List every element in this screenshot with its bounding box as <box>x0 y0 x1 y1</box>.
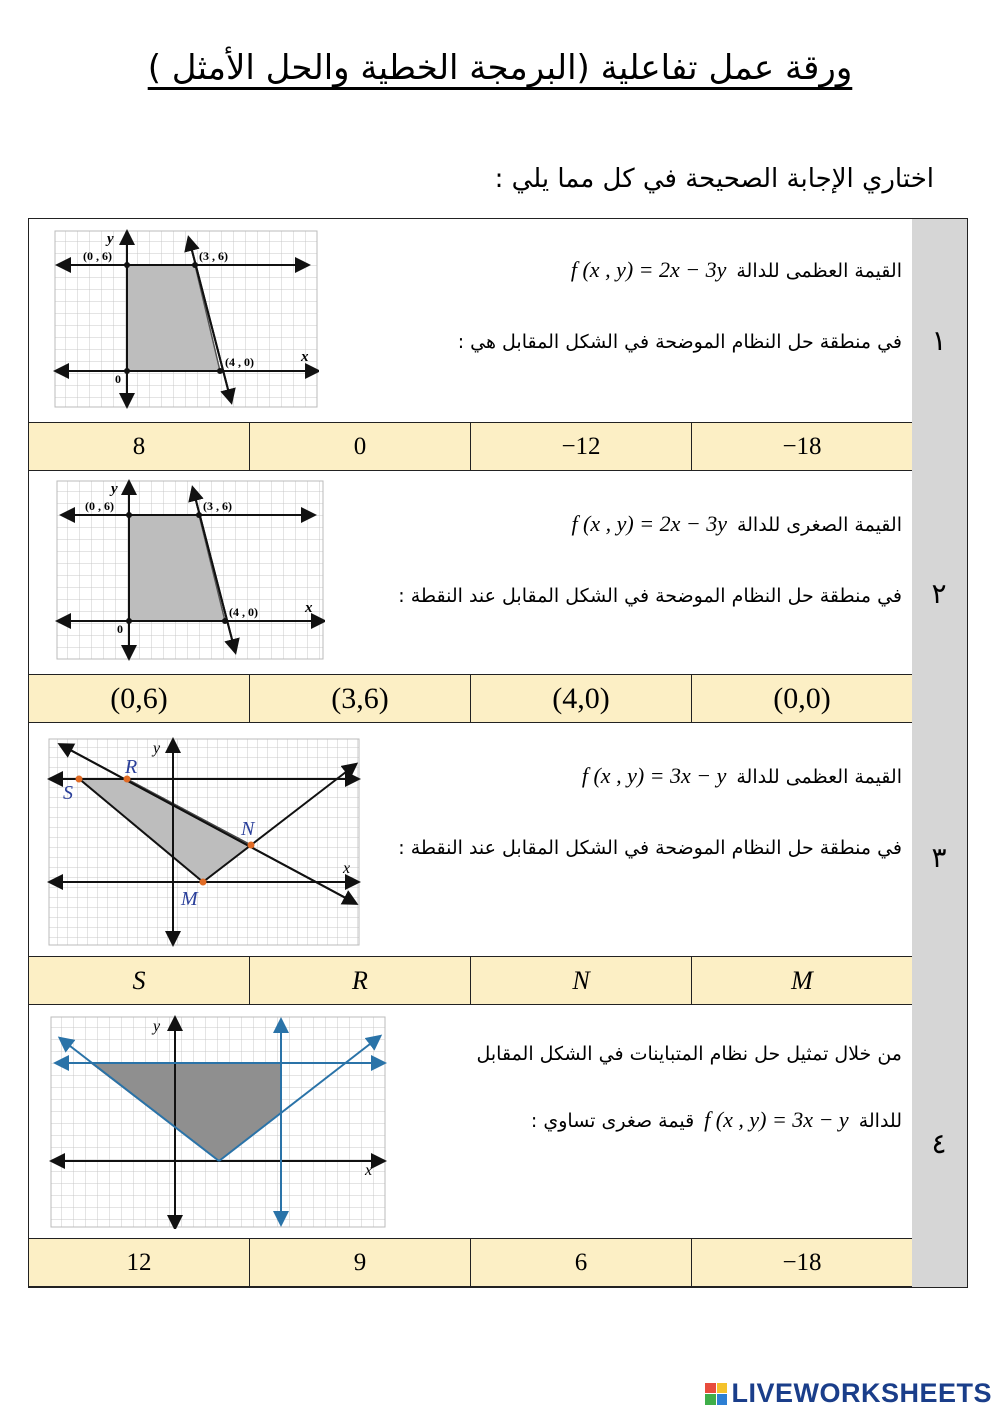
answer-row-3 <box>29 957 912 1005</box>
label-point-3-6: (3 , 6) <box>203 499 232 513</box>
question-3 <box>29 723 912 957</box>
graph-2 <box>55 479 325 661</box>
function-formula: f (x , y) = 3x − y <box>704 1107 849 1132</box>
label-origin: 0 <box>117 622 123 636</box>
answer-option[interactable]: −12 <box>471 423 692 470</box>
label-x-axis: x <box>365 1162 373 1179</box>
question-1-text: القيمة العظمى للدالة <box>736 260 902 282</box>
question-2-text: القيمة الصغرى للدالة <box>736 514 902 536</box>
label-x-axis: x <box>301 349 309 365</box>
answer-option[interactable]: 0 <box>250 423 471 470</box>
answer-option[interactable]: S <box>29 957 250 1004</box>
answer-option[interactable]: (0,6) <box>29 675 250 722</box>
answer-option[interactable]: 8 <box>29 423 250 470</box>
question-number-2: ٢ <box>931 577 947 610</box>
liveworksheets-logo <box>705 1378 992 1409</box>
question-2 <box>29 471 912 675</box>
question-4 <box>29 1005 912 1239</box>
answer-option[interactable]: 6 <box>471 1239 692 1286</box>
answer-row-1 <box>29 423 912 471</box>
question-number-4: ٤ <box>931 1127 947 1160</box>
answer-option[interactable]: M <box>791 965 813 995</box>
question-4-text-post: قيمة صغرى تساوي : <box>530 1110 695 1132</box>
label-origin: 0 <box>115 372 121 386</box>
liveworksheets-icon <box>705 1383 727 1405</box>
answer-option[interactable]: (3,6) <box>250 675 471 722</box>
answer-option[interactable]: (0,0) <box>773 681 831 715</box>
graph-3 <box>47 737 361 947</box>
graph-1 <box>53 229 319 409</box>
worksheet-title: ورقة عمل تفاعلية (البرمجة الخطية والحل الأمثل ) <box>147 48 853 88</box>
label-point-M: M <box>181 888 198 910</box>
label-point-S: S <box>63 782 73 804</box>
answer-option[interactable]: 9 <box>250 1239 471 1286</box>
label-x-axis: x <box>305 600 313 616</box>
question-4-line2 <box>531 1107 902 1133</box>
function-formula: f (x , y) = 2x − 3y <box>570 257 727 282</box>
question-2-line2: في منطقة حل النظام الموضحة في الشكل المقابل عند النقطة : <box>398 585 902 607</box>
label-y-axis: y <box>107 231 114 247</box>
question-number-3: ٣ <box>931 841 947 874</box>
question-4-text-pre: للدالة <box>858 1110 902 1132</box>
function-formula: f (x , y) = 2x − 3y <box>571 511 727 536</box>
function-formula: f (x , y) = 3x − y <box>581 763 727 788</box>
label-y-axis: y <box>153 740 161 757</box>
question-1-line1 <box>561 257 902 283</box>
answer-row-2 <box>29 675 912 723</box>
brand-text: LIVEWORKSHEETS <box>731 1378 992 1408</box>
answer-option[interactable]: −18 <box>782 1248 822 1276</box>
label-point-0-6: (0 , 6) <box>85 499 114 513</box>
label-point-0-6: (0 , 6) <box>83 249 112 263</box>
question-1-line2: في منطقة حل النظام الموضحة في الشكل المقابل هي : <box>457 331 902 353</box>
instruction-text: اختاري الإجابة الصحيحة في كل مما يلي : <box>494 164 934 194</box>
question-3-line2: في منطقة حل النظام الموضحة في الشكل المقابل عند النقطة : <box>398 837 902 859</box>
label-point-4-0: (4 , 0) <box>229 605 258 619</box>
answer-option[interactable]: N <box>471 957 692 1004</box>
answer-row-4 <box>29 1239 912 1287</box>
graph-4 <box>49 1015 387 1229</box>
label-point-R: R <box>125 756 138 778</box>
question-1 <box>29 219 912 423</box>
label-x-axis: x <box>343 860 351 877</box>
answer-option[interactable]: R <box>250 957 471 1004</box>
label-y-axis: y <box>153 1018 161 1035</box>
label-y-axis: y <box>111 481 118 497</box>
question-2-line1 <box>561 511 902 537</box>
question-4-line1: من خلال تمثيل حل نظام المتباينات في الشكل المقابل <box>476 1043 902 1065</box>
answer-option[interactable]: 12 <box>29 1239 250 1286</box>
question-3-text: القيمة العظمى للدالة <box>736 766 902 788</box>
question-number-1: ١ <box>931 324 947 357</box>
answer-option[interactable]: −18 <box>782 432 822 460</box>
answer-option[interactable]: (4,0) <box>471 675 692 722</box>
question-3-line1 <box>572 763 902 789</box>
label-point-N: N <box>241 818 255 840</box>
label-point-4-0: (4 , 0) <box>225 355 254 369</box>
questions-table <box>28 218 968 1288</box>
label-point-3-6: (3 , 6) <box>199 249 228 263</box>
